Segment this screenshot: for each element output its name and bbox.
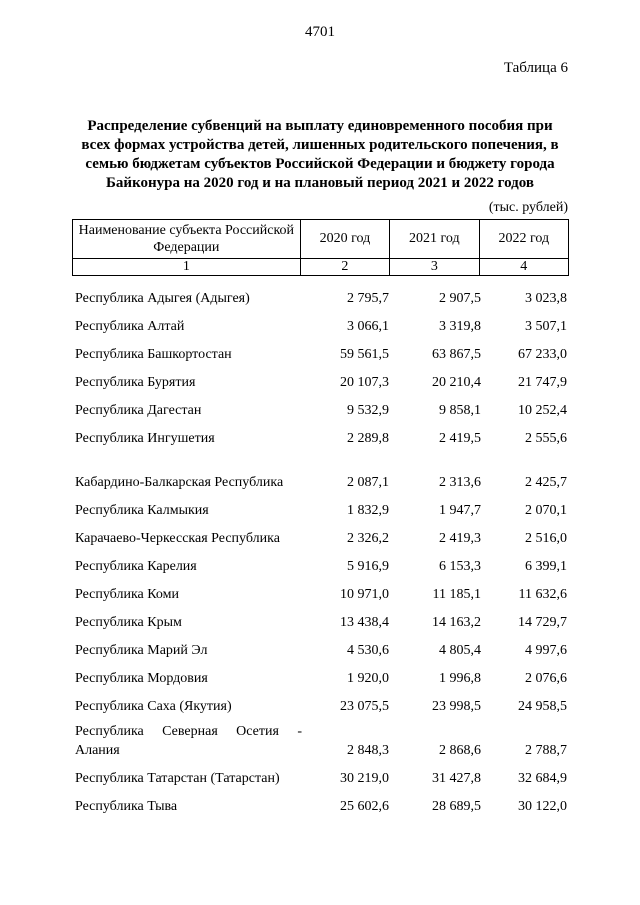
value-2020: 2 087,1 [347,475,389,490]
region-name: Республика Коми [75,587,179,602]
value-2022: 2 070,1 [525,503,567,518]
units-label: (тыс. рублей) [488,200,568,215]
region-name: Республика Калмыкия [75,503,209,518]
value-2022: 4 997,6 [525,643,567,658]
region-name: Республика Бурятия [75,375,196,390]
value-2022: 24 958,5 [518,699,567,714]
value-2021: 11 185,1 [432,587,481,602]
value-2022: 2 425,7 [525,475,567,490]
value-2022: 67 233,0 [518,347,567,362]
table-row [72,308,569,336]
value-2022: 21 747,9 [518,375,567,390]
table-row [72,336,569,364]
value-2021: 3 319,8 [439,319,481,334]
column-number-4: 4 [479,259,568,276]
table-row [72,280,569,308]
column-number-2: 2 [300,259,389,276]
value-2021: 31 427,8 [432,771,481,786]
table-row [72,548,569,576]
value-2020: 4 530,6 [347,643,389,658]
value-2020: 1 832,9 [347,503,389,518]
table-row [72,576,569,604]
value-2020: 1 920,0 [347,671,389,686]
region-name: Республика Северная Осетия - Алания [75,724,302,758]
value-2021: 6 153,3 [439,559,481,574]
region-name: Республика Карелия [75,559,197,574]
table-row [72,448,569,492]
header-year-2021: 2021 год [390,220,479,259]
table-row [72,632,569,660]
value-2022: 2 516,0 [525,531,567,546]
region-name: Республика Башкортостан [75,347,232,362]
region-name: Республика Мордовия [75,671,208,686]
column-number-1: 1 [73,259,301,276]
table-row [72,492,569,520]
value-2020: 30 219,0 [340,771,389,786]
value-2021: 2 907,5 [439,291,481,306]
table-row [72,688,569,716]
value-2021: 9 858,1 [439,403,481,418]
column-number-3: 3 [390,259,479,276]
table-row [72,788,569,816]
region-name: Республика Саха (Якутия) [75,699,232,714]
value-2020: 2 848,3 [347,743,389,758]
value-2020: 59 561,5 [340,347,389,362]
table-row [72,520,569,548]
region-name: Республика Марий Эл [75,643,208,658]
value-2021: 4 805,4 [439,643,481,658]
table-row [72,660,569,688]
value-2020: 20 107,3 [340,375,389,390]
value-2022: 3 023,8 [525,291,567,306]
header-year-2022: 2022 год [479,220,568,259]
region-name: Кабардино-Балкарская Республика [75,475,284,490]
value-2020: 3 066,1 [347,319,389,334]
value-2020: 23 075,5 [340,699,389,714]
page-number: 4701 [305,24,335,40]
region-name: Республика Алтай [75,319,185,334]
value-2021: 2 868,6 [439,743,481,758]
value-2022: 14 729,7 [518,615,567,630]
value-2021: 2 419,3 [439,531,481,546]
region-name: Республика Крым [75,615,182,630]
value-2020: 2 289,8 [347,431,389,446]
header-row [73,220,569,259]
table-row [72,364,569,392]
value-2021: 2 313,6 [439,475,481,490]
value-2022: 30 122,0 [518,799,567,814]
region-name: Республика Адыгея (Адыгея) [75,291,250,306]
value-2021: 23 998,5 [432,699,481,714]
value-2020: 2 326,2 [347,531,389,546]
region-name: Республика Дагестан [75,403,202,418]
value-2021: 1 947,7 [439,503,481,518]
region-name: Республика Тыва [75,799,178,814]
value-2021: 1 996,8 [439,671,481,686]
value-2022: 11 632,6 [518,587,567,602]
region-name: Республика Татарстан (Татарстан) [75,771,280,786]
value-2020: 13 438,4 [340,615,389,630]
region-name: Республика Ингушетия [75,431,215,446]
value-2020: 9 532,9 [347,403,389,418]
document-title: Распределение субвенций на выплату единовременного пособия при всех формах устройства детей, лишенных родительского попечения, в семью бюджетам субъектов Российской Федерации и бюджету города Байконура на 2020 год и на плановый период 2021 и 2022 годов [81,118,559,191]
value-2020: 25 602,6 [340,799,389,814]
value-2020: 10 971,0 [340,587,389,602]
table-row [72,392,569,420]
value-2022: 2 788,7 [525,743,567,758]
value-2022: 2 076,6 [525,671,567,686]
value-2022: 6 399,1 [525,559,567,574]
header-year-2020: 2020 год [300,220,389,259]
region-name: Карачаево-Черкесская Республика [75,531,280,546]
table-header [72,219,569,276]
value-2022: 2 555,6 [525,431,567,446]
value-2021: 28 689,5 [432,799,481,814]
value-2021: 2 419,5 [439,431,481,446]
value-2022: 32 684,9 [518,771,567,786]
value-2021: 14 163,2 [432,615,481,630]
table-row [72,716,569,760]
value-2021: 63 867,5 [432,347,481,362]
table-row [72,604,569,632]
table-body [72,280,569,816]
table-row [72,420,569,448]
value-2022: 3 507,1 [525,319,567,334]
column-number-row [73,259,569,276]
table-row [72,760,569,788]
value-2020: 2 795,7 [347,291,389,306]
value-2021: 20 210,4 [432,375,481,390]
value-2022: 10 252,4 [518,403,567,418]
value-2020: 5 916,9 [347,559,389,574]
header-name-col: Наименование субъекта Российской Федерации [73,220,301,259]
table-label: Таблица 6 [503,60,568,76]
